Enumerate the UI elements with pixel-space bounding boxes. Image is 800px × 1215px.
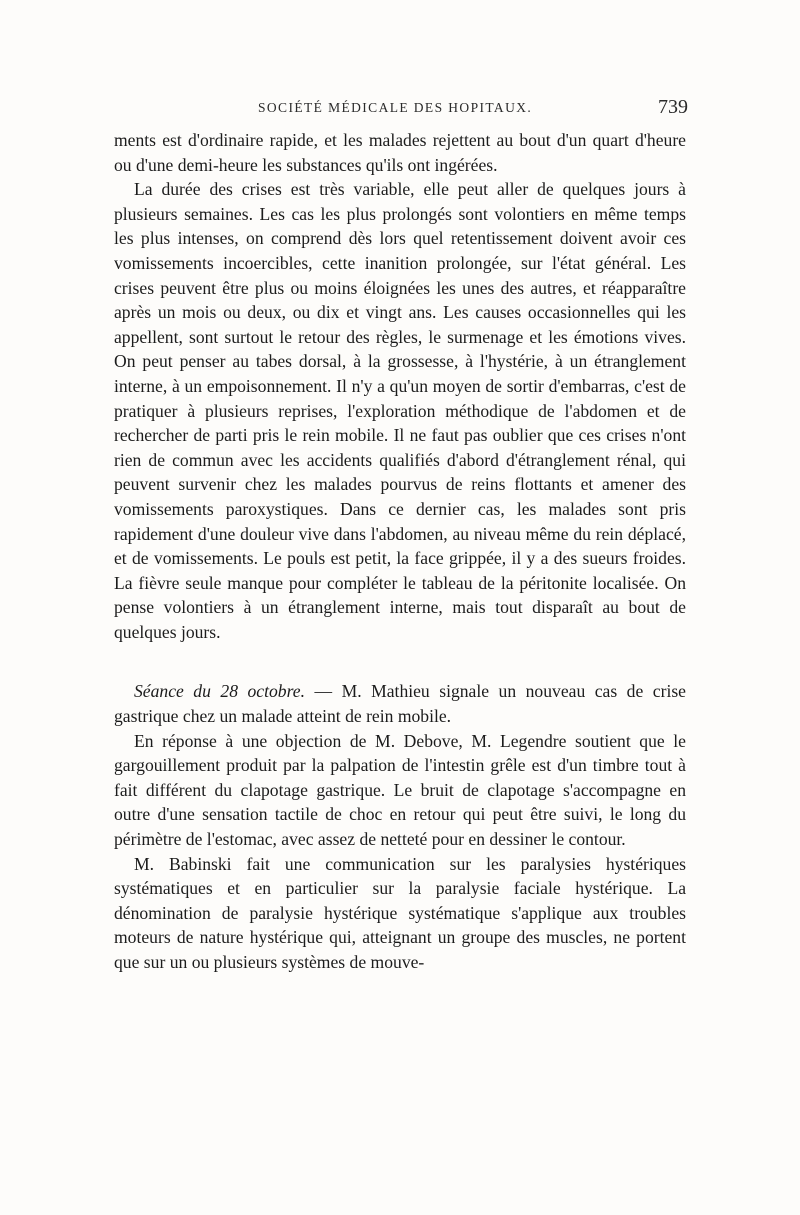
page-number: 739 <box>658 96 688 118</box>
seance-paragraph <box>114 679 686 728</box>
paragraph-continuation: ments est d'ordinaire rapide, et les malades rejettent au bout d'un quart d'heure ou d'une demi-heure les substances qu'ils ont ingérées. <box>114 130 686 175</box>
paragraph-babinski: M. Babinski fait une communication sur les paralysies hystériques systématiques et en particulier sur la paralysie faciale hystérique. La dénomination de paralysie hystérique systématique s'applique aux troubles moteurs de nature hystérique qui, atteignant un groupe des muscles, ne portent que sur un ou plusieurs systèmes de mouve- <box>114 853 686 972</box>
seance-date: Séance du 28 octobre. <box>134 681 305 702</box>
running-head <box>114 96 686 126</box>
body-text <box>114 128 686 975</box>
paragraph-legendre: En réponse à une objection de M. Debove, M. Legendre soutient que le gargouillement produit par la palpation de l'intestin grêle est d'un timbre tout à fait différent du clapotage gastrique. Le bruit de clapotage s'accompagne en outre d'une sensation tactile de choc en retour qui peut être suivi, le long du périmètre de l'estomac, avec assez de netteté pour en dessiner le contour. <box>114 730 686 850</box>
paragraph-crisis-duration: La durée des crises est très variable, elle peut aller de quelques jours à plusieurs semaines. Les cas les plus prolongés sont volontiers en même temps les plus intenses, on comprend dès lors quel retentissement doivent avoir ces vomissements incoercibles, cette inanition prolongée, sur l'état général. Les crises peuvent être plus ou moins éloignées les unes des autres, et réapparaître après un mois ou deux, ou dix et vingt ans. Les causes occasionnelles qui les appellent, sont surtout le retour des règles, le surmenage et les émotions vives. On peut penser au tabes dorsal, à la grossesse, à l'hystérie, à un étranglement interne, à un empoisonnement. Il n'y a qu'un moyen de sortir d'embarras, c'est de pratiquer à plusieurs reprises, l'exploration méthodique de l'abdomen et de rechercher de parti pris le rein mobile. Il ne faut pas oublier que ces crises n'ont rien de commun avec les accidents qualifiés d'abord d'étranglement rénal, qui peuvent survenir chez les malades pourvus de reins flottants et amener des vomissements paroxystiques. Dans ce dernier cas, les malades sont pris rapidement d'une douleur vive dans l'abdomen, au niveau même du rein déplacé, et de vomissements. Le pouls est petit, la face grippée, il y a des sueurs froides. La fièvre seule manque pour compléter le tableau de la péritonite localisée. On pense volontiers à un étranglement interne, mais tout disparaît au bout de quelques jours. <box>114 179 686 642</box>
seance-text: — M. Mathieu signale un nouveau cas de crise gastrique chez un malade atteint de rein mobile. <box>114 681 686 727</box>
running-title: SOCIÉTÉ MÉDICALE DES HOPITAUX. <box>258 100 533 115</box>
